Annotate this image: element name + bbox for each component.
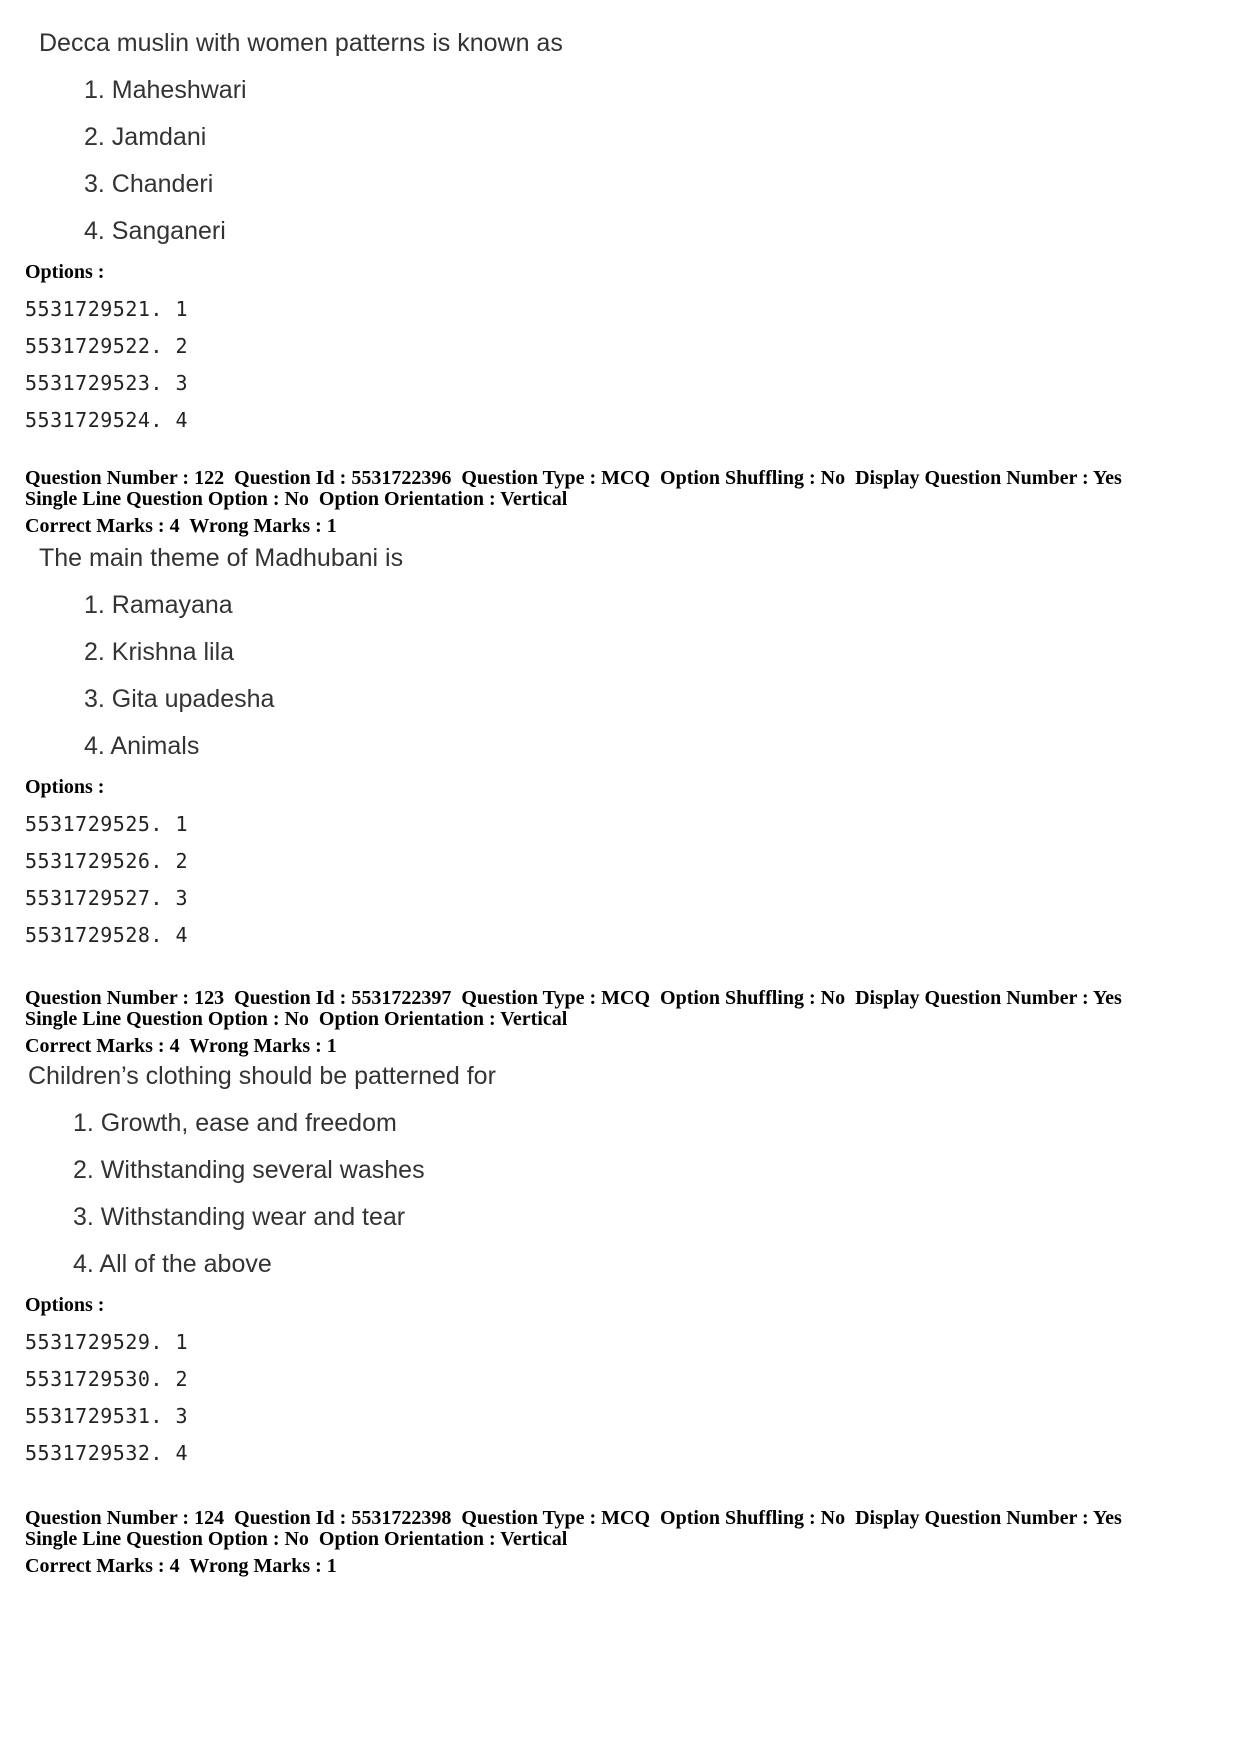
question-marks: Correct Marks : 4 Wrong Marks : 1	[25, 1035, 337, 1057]
option-row: 5531729529. 1	[25, 1330, 189, 1354]
option-row: 5531729526. 2	[25, 849, 189, 873]
option-row: 5531729523. 3	[25, 371, 189, 395]
options-label: Options :	[25, 261, 105, 283]
question-image	[25, 543, 1215, 761]
choice-item: 4. Animals	[84, 732, 200, 760]
question-block-124	[25, 1508, 1215, 1577]
choice-item: 3. Withstanding wear and tear	[73, 1203, 406, 1231]
choice-item: 4. Sanganeri	[84, 217, 226, 245]
choice-item: 3. Gita upadesha	[84, 685, 275, 713]
question-stem: The main theme of Madhubani is	[39, 544, 404, 572]
question-choices	[25, 75, 1215, 246]
question-choices	[25, 1108, 1215, 1279]
question-image	[25, 1061, 1215, 1279]
question-choices	[25, 590, 1215, 761]
question-marks: Correct Marks : 4 Wrong Marks : 1	[25, 1555, 337, 1577]
choice-item: 2. Withstanding several washes	[73, 1156, 425, 1184]
choice-item: 2. Jamdani	[84, 123, 207, 151]
options-label: Options :	[25, 1294, 105, 1316]
option-row: 5531729527. 3	[25, 886, 189, 910]
question-block-123	[25, 988, 1215, 1465]
choice-item: 4. All of the above	[73, 1250, 272, 1278]
option-row: 5531729521. 1	[25, 297, 189, 321]
question-stem: Children’s clothing should be patterned for	[28, 1062, 496, 1090]
option-row: 5531729522. 2	[25, 334, 189, 358]
question-meta-line1: Question Number : 122 Question Id : 5531722396 Question Type : MCQ Option Shuffling : No Display Question Number : Yes	[25, 467, 1122, 489]
question-meta-line2: Single Line Question Option : No Option Orientation : Vertical	[25, 1008, 568, 1030]
option-row: 5531729531. 3	[25, 1404, 189, 1428]
question-image	[25, 28, 1215, 246]
question-block-121	[25, 28, 1215, 432]
option-row: 5531729530. 2	[25, 1367, 189, 1391]
question-marks: Correct Marks : 4 Wrong Marks : 1	[25, 515, 337, 537]
option-row: 5531729525. 1	[25, 812, 189, 836]
question-meta-line1: Question Number : 123 Question Id : 5531722397 Question Type : MCQ Option Shuffling : No Display Question Number : Yes	[25, 987, 1122, 1009]
option-row: 5531729528. 4	[25, 923, 189, 947]
question-block-122	[25, 468, 1215, 947]
options-label: Options :	[25, 776, 105, 798]
question-meta-line1: Question Number : 124 Question Id : 5531722398 Question Type : MCQ Option Shuffling : No Display Question Number : Yes	[25, 1507, 1122, 1529]
option-row: 5531729524. 4	[25, 408, 189, 432]
choice-item: 1. Ramayana	[84, 591, 233, 619]
choice-item: 1. Maheshwari	[84, 76, 247, 104]
question-stem: Decca muslin with women patterns is known as	[39, 29, 563, 57]
option-row: 5531729532. 4	[25, 1441, 189, 1465]
choice-item: 2. Krishna lila	[84, 638, 235, 666]
choice-item: 1. Growth, ease and freedom	[73, 1109, 397, 1137]
question-meta-line2: Single Line Question Option : No Option Orientation : Vertical	[25, 1528, 568, 1550]
choice-item: 3. Chanderi	[84, 170, 214, 198]
question-meta-line2: Single Line Question Option : No Option Orientation : Vertical	[25, 488, 568, 510]
